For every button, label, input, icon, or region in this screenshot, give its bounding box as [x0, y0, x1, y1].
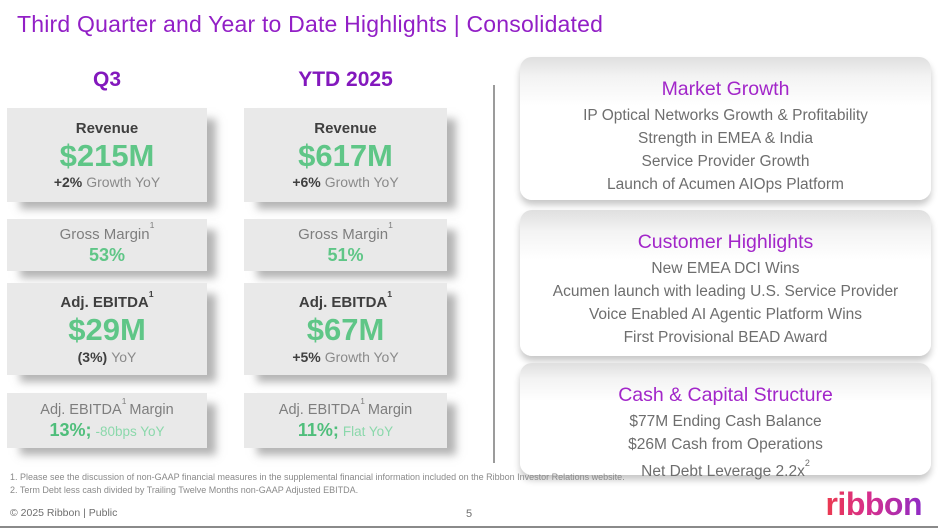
highlight-item: $77M Ending Cash Balance: [629, 413, 822, 430]
gross-margin-value: 51%: [327, 244, 364, 265]
adj-ebitda-value: $67M: [306, 312, 385, 348]
highlight-item: First Provisional BEAD Award: [623, 329, 828, 346]
q3-adj-ebitda-card: [7, 283, 207, 375]
ytd-adj-ebitda-card: [244, 283, 447, 375]
revenue-change-suffix: Growth YoY: [324, 174, 399, 191]
market-growth-panel: [520, 57, 931, 200]
adj-ebitda-margin-value: [49, 420, 164, 441]
market-growth-header: Market Growth: [661, 78, 790, 100]
footnotes: [10, 471, 625, 497]
ribbon-logo: ribbon: [825, 486, 922, 522]
highlight-item: Voice Enabled AI Agentic Platform Wins: [588, 306, 863, 323]
margin-value: 13%;: [49, 419, 92, 440]
footnote-1: 1. Please see the discussion of non-GAAP financial measures in the supplemental financial information included on the Ribbon Investor Relations website.: [10, 472, 625, 482]
gross-margin-label-text: Gross Margin: [59, 225, 150, 243]
net-debt-leverage-text: Net Debt Leverage 2.2x: [641, 463, 805, 481]
footnote-ref: 1: [360, 395, 365, 406]
adj-ebitda-change: [78, 349, 137, 365]
adj-ebitda-label-text: Adj. EBITDA: [298, 294, 388, 312]
margin-label-prefix: Adj. EBITDA: [40, 401, 122, 418]
adj-ebitda-margin-label: [40, 395, 174, 418]
revenue-change: [54, 174, 160, 190]
cash-capital-structure-header: Cash & Capital Structure: [618, 384, 833, 406]
adj-ebitda-label: [298, 289, 393, 312]
revenue-change-value: +2%: [53, 174, 83, 191]
ytd-gross-margin-card: [244, 219, 447, 271]
adj-ebitda-change-value: +5%: [292, 348, 321, 365]
footnote-ref: 1: [148, 289, 154, 300]
footnote-ref: 1: [149, 220, 155, 231]
adj-ebitda-label-text: Adj. EBITDA: [60, 294, 149, 312]
margin-value-suffix: -80bps YoY: [95, 423, 165, 439]
ytd-revenue-card: [244, 108, 447, 202]
adj-ebitda-change: [292, 349, 398, 365]
ytd-adj-ebitda-margin-card: [244, 393, 447, 448]
vertical-divider: [493, 85, 495, 463]
adj-ebitda-margin-value: [298, 420, 393, 441]
revenue-change: [292, 174, 398, 190]
revenue-value: $617M: [298, 137, 393, 173]
revenue-change-value: +6%: [292, 174, 321, 191]
revenue-value: $215M: [59, 137, 155, 173]
footnote-ref: 1: [121, 395, 127, 406]
margin-value: 11%;: [297, 419, 339, 440]
adj-ebitda-label: [60, 289, 154, 312]
slide-title: Third Quarter and Year to Date Highlights | Consolidated: [17, 11, 604, 37]
footnote-2: 2. Term Debt less cash divided by Trailing Twelve Months non-GAAP Adjusted EBITDA.: [10, 485, 359, 495]
highlight-item: Service Provider Growth: [641, 153, 810, 170]
highlight-item: IP Optical Networks Growth & Profitability: [583, 107, 868, 124]
customer-highlights-panel: [520, 210, 931, 356]
adj-ebitda-margin-label: [278, 395, 413, 418]
q3-revenue-card: [7, 108, 207, 202]
highlight-item: Launch of Acumen AIOps Platform: [607, 176, 844, 193]
ytd-column-header: YTD 2025: [298, 68, 393, 91]
adj-ebitda-change-suffix: YoY: [111, 348, 137, 365]
copyright-text: © 2025 Ribbon | Public: [10, 507, 118, 519]
gross-margin-label-text: Gross Margin: [298, 225, 389, 243]
footnote-ref: 1: [387, 289, 393, 300]
q3-gross-margin-card: [7, 219, 207, 271]
margin-label-suffix: Margin: [129, 401, 174, 418]
bottom-rule: [0, 526, 938, 528]
margin-label-prefix: Adj. EBITDA: [278, 401, 361, 418]
adj-ebitda-value: $29M: [68, 312, 146, 348]
revenue-change-suffix: Growth YoY: [86, 174, 161, 191]
revenue-label: Revenue: [314, 119, 377, 137]
q3-adj-ebitda-margin-card: [7, 393, 207, 448]
margin-label-suffix: Margin: [367, 401, 413, 418]
highlight-item: Strength in EMEA & India: [638, 130, 813, 147]
customer-highlights-header: Customer Highlights: [637, 231, 814, 253]
highlight-item: Acumen launch with leading U.S. Service Provider: [552, 283, 899, 300]
gross-margin-label: [298, 220, 393, 243]
footnote-ref: 2: [804, 457, 810, 468]
adj-ebitda-change-suffix: Growth YoY: [324, 348, 399, 365]
highlight-item: $26M Cash from Operations: [628, 436, 823, 453]
revenue-label: Revenue: [75, 119, 139, 137]
adj-ebitda-change-value: (3%): [77, 348, 108, 365]
gross-margin-value: 53%: [88, 244, 126, 265]
footnote-ref: 1: [388, 220, 393, 231]
page-number: 5: [465, 508, 473, 520]
q3-column-header: Q3: [92, 68, 121, 91]
margin-value-suffix: Flat YoY: [342, 423, 394, 439]
cash-capital-structure-panel: [520, 363, 931, 481]
gross-margin-label: [59, 220, 155, 243]
highlight-item: New EMEA DCI Wins: [651, 260, 800, 277]
